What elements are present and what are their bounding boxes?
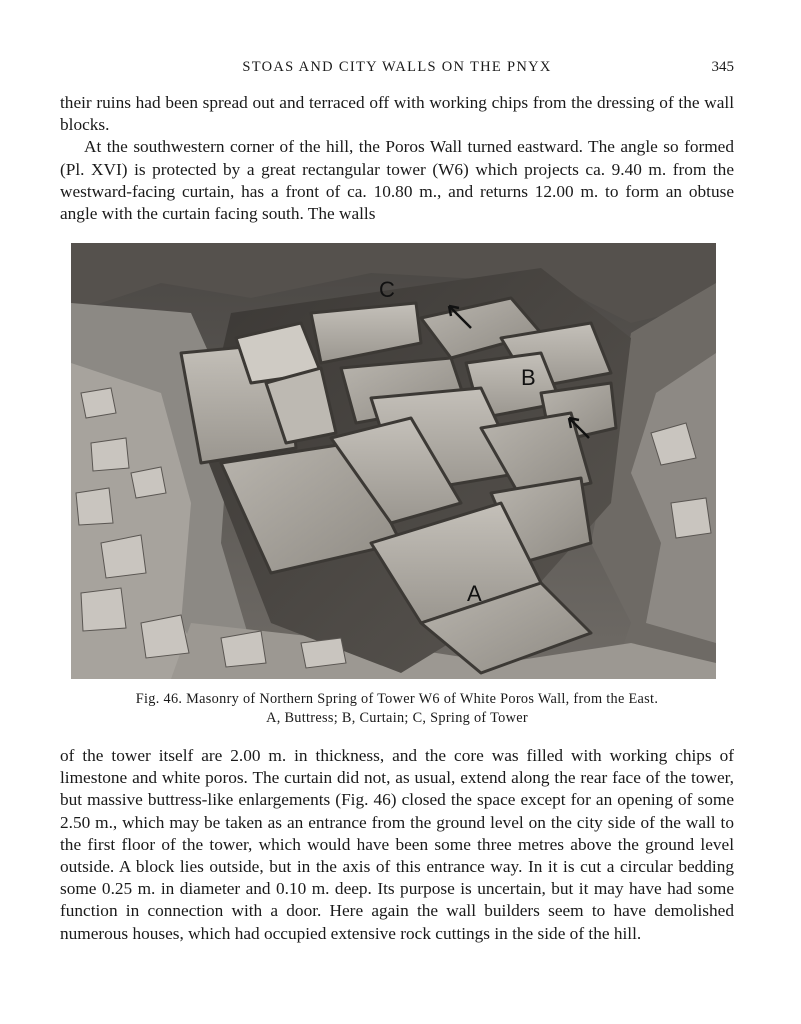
body-text-bottom xyxy=(60,745,734,945)
running-head xyxy=(60,58,734,80)
masonry-photo-illustration xyxy=(71,243,716,679)
body-text-top xyxy=(60,92,734,225)
figure-caption-legend: A, Buttress; B, Curtain; C, Spring of Tower xyxy=(266,710,528,726)
running-head-title: STOAS AND CITY WALLS ON THE PNYX xyxy=(242,59,552,75)
figure-caption-title: Fig. 46. Masonry of Northern Spring of Tower W6 of White Poros Wall, from the East. xyxy=(135,691,659,707)
figure-caption xyxy=(60,690,734,728)
paragraph-continued: their ruins had been spread out and terraced off with working chips from the dressing of the wall blocks. xyxy=(60,93,734,135)
page-number: 345 xyxy=(711,59,734,75)
paragraph-tower-w6: At the southwestern corner of the hill, the Poros Wall turned eastward. The angle so formed (Pl. XVI) is protected by a great rectangular tower (W6) which projects ca. 9.40 m. from the westward-facing curtain, has a front of ca. 10.80 m., and returns 12.00 m. to form an obtuse angle with the curtain facing south. The walls xyxy=(60,137,734,224)
figure-label-a: A xyxy=(467,581,482,606)
figure-46-photograph xyxy=(71,243,716,679)
figure-label-b: B xyxy=(521,365,536,390)
paragraph-tower-walls: of the tower itself are 2.00 m. in thickness, and the core was filled with working chips of limestone and white poros. The curtain did not, as usual, extend along the rear face of the tower, but massive buttress-like enlargements (Fig. 46) closed the space except for an opening of some 2.50 m., which may be taken as an entrance from the ground level on the city side of the wall to the first floor of the tower, which would have been some three metres above the ground level outside. A block lies outside, but in the axis of this entrance way. In it is cut a circular bedding some 0.25 m. in diameter and 0.10 m. deep. Its purpose is uncertain, but it may have had some function in connection with a door. Here again the wall builders seem to have demolished numerous houses, which had occupied extensive rock cuttings in the side of the hill. xyxy=(60,746,734,943)
figure-label-c: C xyxy=(379,277,395,302)
